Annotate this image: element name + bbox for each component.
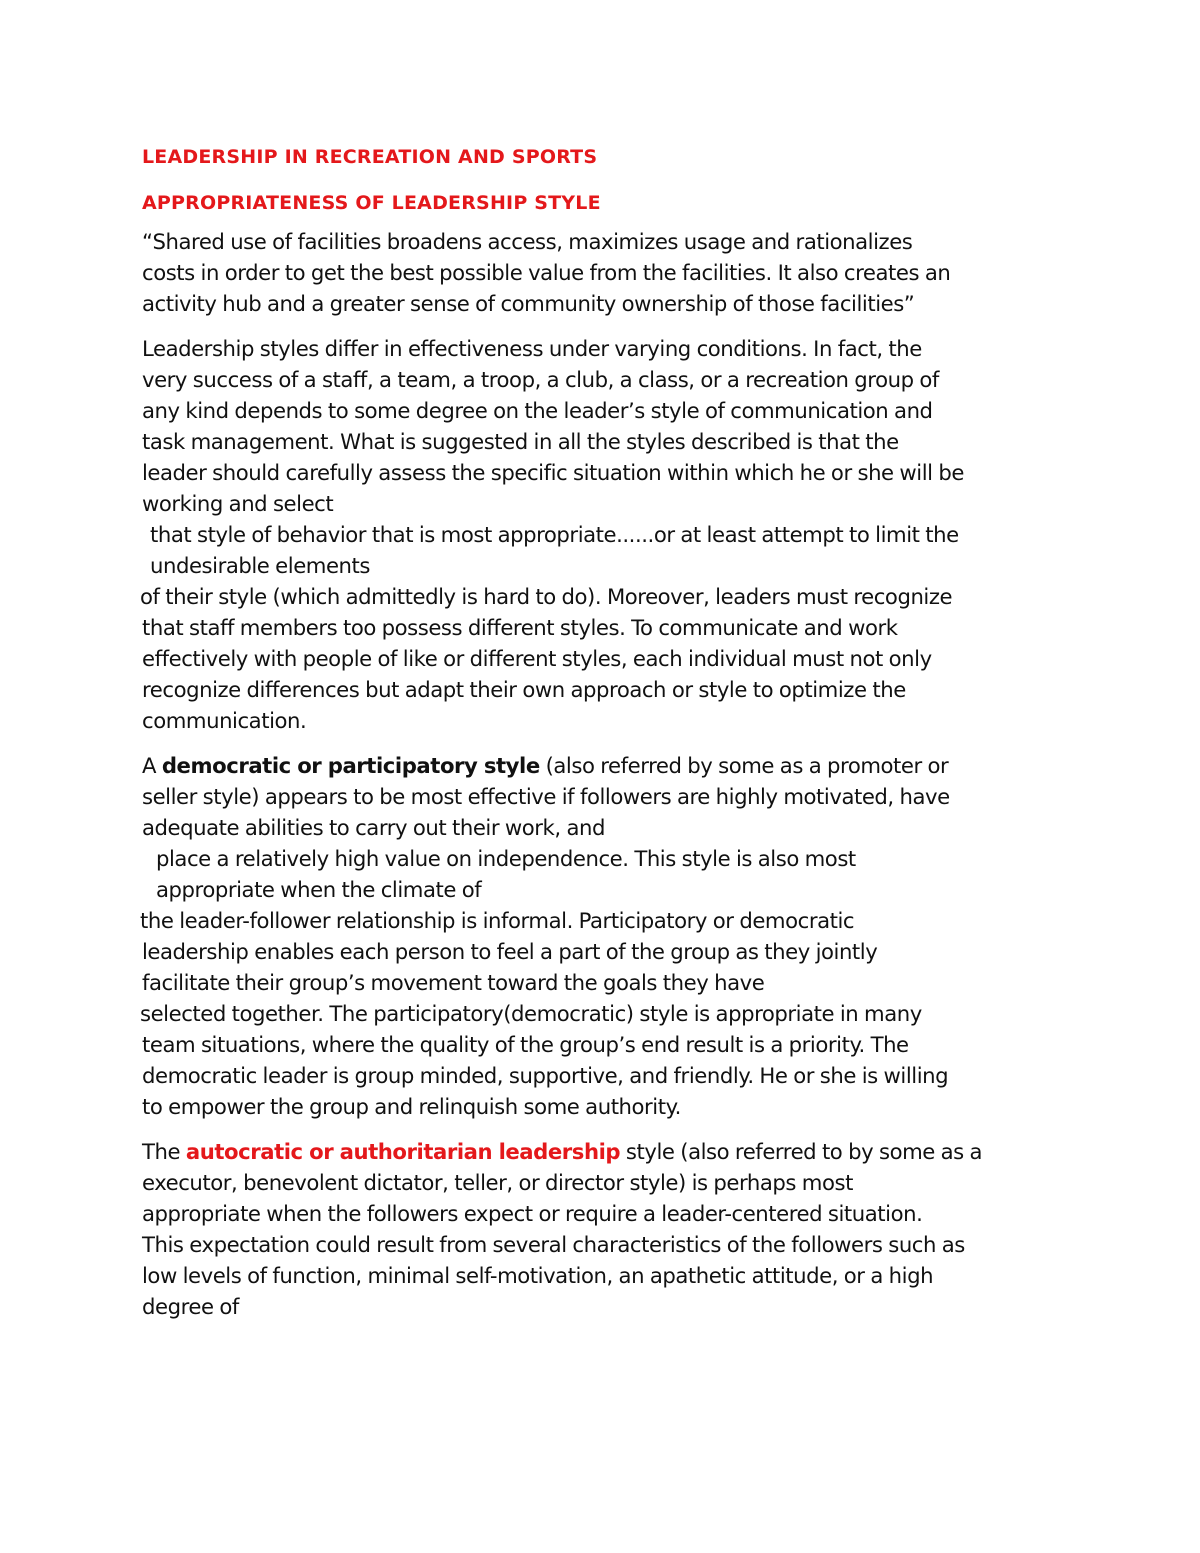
paragraph-line: leader should carefully assess the specific situation within which he or she will be — [142, 460, 964, 485]
paragraph-line: facilitate their group’s movement toward the goals they have — [142, 970, 765, 995]
paragraph-first-line — [142, 750, 1062, 781]
democratic-style-paragraph — [142, 750, 1062, 1122]
line-suffix: (also referred by some as a promoter or — [539, 753, 949, 778]
paragraph-line: democratic leader is group minded, supportive, and friendly. He or she is willing — [142, 1063, 949, 1088]
paragraph-line: task management. What is suggested in all the styles described is that the — [142, 429, 899, 454]
paragraph-line: appropriate when the climate of — [156, 877, 482, 902]
line-suffix: style (also referred to by some as a — [620, 1139, 983, 1164]
paragraph-line: selected together. The participatory(democratic) style is appropriate in many — [140, 1001, 922, 1026]
line-prefix: A — [142, 753, 162, 778]
paragraph-line: very success of a staff, a team, a troop, a club, a class, or a recreation group of — [142, 367, 939, 392]
paragraph-line: This expectation could result from several characteristics of the followers such as — [142, 1232, 965, 1257]
paragraph-line: the leader-follower relationship is informal. Participatory or democratic — [140, 908, 855, 933]
document-content — [142, 144, 1062, 1322]
paragraph-line: communication. — [142, 708, 307, 733]
paragraph-line: appropriate when the followers expect or require a leader-centered situation. — [142, 1201, 923, 1226]
paragraph-line: effectively with people of like or different styles, each individual must not only — [142, 646, 932, 671]
paragraph-line: place a relatively high value on independence. This style is also most — [156, 846, 856, 871]
paragraph-line: to empower the group and relinquish some authority. — [142, 1094, 681, 1119]
paragraph-first-line — [142, 1136, 1062, 1167]
quote-line: “Shared use of facilities broadens access, maximizes usage and rationalizes — [142, 229, 913, 254]
line-prefix: The — [142, 1139, 186, 1164]
autocratic-style-paragraph — [142, 1136, 1062, 1322]
paragraph-line: working and select — [142, 491, 334, 516]
paragraph-line: recognize differences but adapt their own approach or style to optimize the — [142, 677, 906, 702]
paragraph-line: that staff members too possess different styles. To communicate and work — [142, 615, 898, 640]
paragraph-line: adequate abilities to carry out their work, and — [142, 815, 605, 840]
paragraph-line: low levels of function, minimal self-motivation, an apathetic attitude, or a high — [142, 1263, 934, 1288]
quote-line: costs in order to get the best possible value from the facilities. It also creates an — [142, 260, 951, 285]
document-subtitle: APPROPRIATENESS OF LEADERSHIP STYLE — [142, 192, 601, 214]
paragraph-line: leadership enables each person to feel a part of the group as they jointly — [142, 939, 878, 964]
quote-line: activity hub and a greater sense of community ownership of those facilities” — [142, 291, 915, 316]
paragraph-line: degree of — [142, 1294, 239, 1319]
paragraph-line: seller style) appears to be most effective if followers are highly motivated, have — [142, 784, 950, 809]
paragraph-line: Leadership styles differ in effectiveness under varying conditions. In fact, the — [142, 336, 922, 361]
document-title: LEADERSHIP IN RECREATION AND SPORTS — [142, 146, 598, 168]
leadership-styles-paragraph — [142, 333, 1062, 736]
paragraph-line: any kind depends to some degree on the leader’s style of communication and — [142, 398, 933, 423]
paragraph-line: executor, benevolent dictator, teller, or director style) is perhaps most — [142, 1170, 853, 1195]
paragraph-line: of their style (which admittedly is hard to do). Moreover, leaders must recognize — [140, 584, 953, 609]
paragraph-line: team situations, where the quality of the group’s end result is a priority. The — [142, 1032, 909, 1057]
paragraph-line: undesirable elements — [150, 553, 370, 578]
autocratic-style-term: autocratic or authoritarian leadership — [185, 1139, 621, 1164]
paragraph-line: that style of behavior that is most appropriate......or at least attempt to limit the — [150, 522, 959, 547]
democratic-style-term: democratic or participatory style — [161, 753, 540, 778]
quote-paragraph — [142, 226, 1062, 319]
